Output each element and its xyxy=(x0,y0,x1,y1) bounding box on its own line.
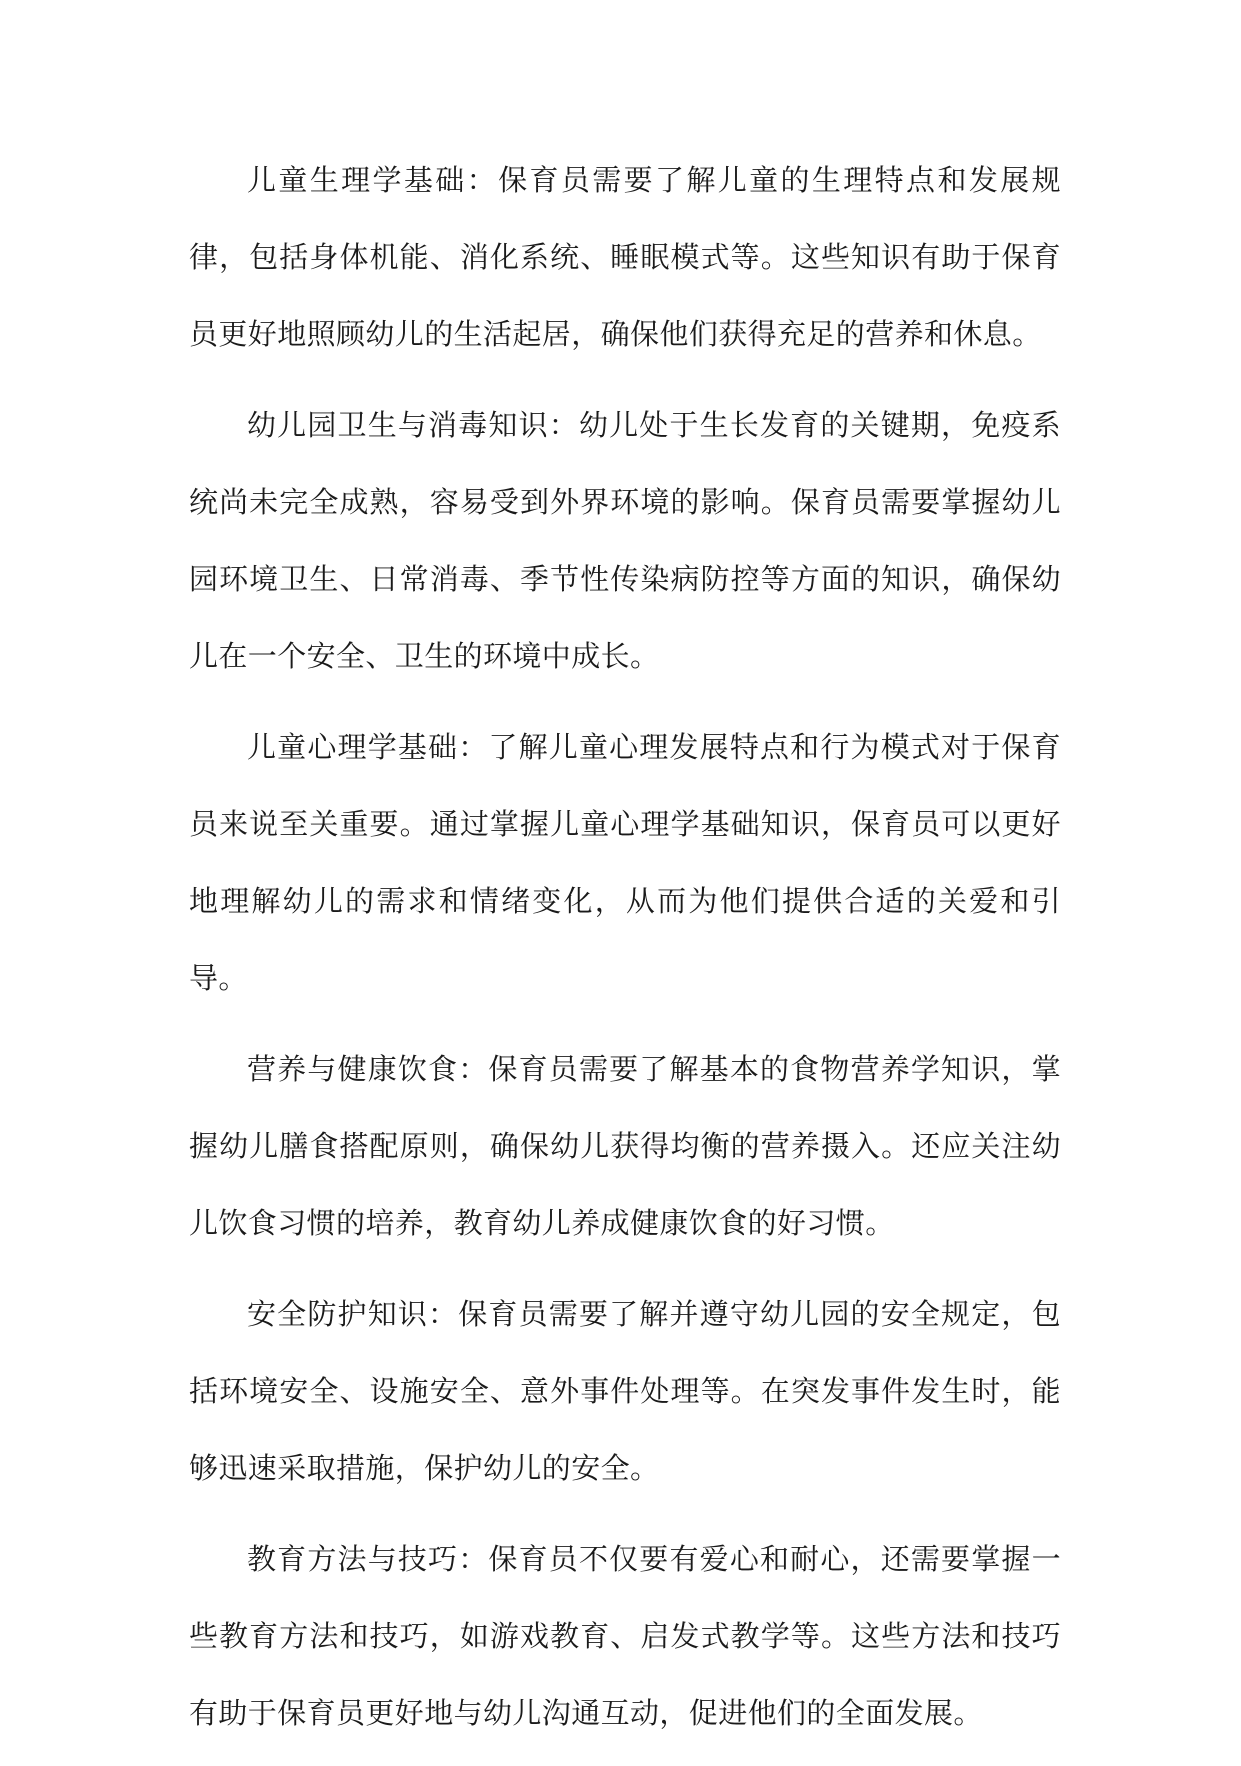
paragraph-safety-protection: 安全防护知识：保育员需要了解并遵守幼儿园的安全规定，包括环境安全、设施安全、意外事件处理等。在突发事件发生时，能够迅速采取措施，保护幼儿的安全。 xyxy=(189,1297,1061,1485)
paragraph-child-psychology: 儿童心理学基础：了解儿童心理发展特点和行为模式对于保育员来说至关重要。通过掌握儿童心理学基础知识，保育员可以更好地理解幼儿的需求和情绪变化，从而为他们提供合适的关爱和引导。 xyxy=(189,730,1061,995)
document-body xyxy=(189,142,1061,1766)
paragraph-education-methods: 教育方法与技巧：保育员不仅要有爱心和耐心，还需要掌握一些教育方法和技巧，如游戏教育、启发式教学等。这些方法和技巧有助于保育员更好地与幼儿沟通互动，促进他们的全面发展。 xyxy=(189,1542,1061,1730)
paragraph-nutrition-diet: 营养与健康饮食：保育员需要了解基本的食物营养学知识，掌握幼儿膳食搭配原则，确保幼儿获得均衡的营养摄入。还应关注幼儿饮食习惯的培养，教育幼儿养成健康饮食的好习惯。 xyxy=(189,1052,1061,1240)
paragraph-child-physiology: 儿童生理学基础：保育员需要了解儿童的生理特点和发展规律，包括身体机能、消化系统、睡眠模式等。这些知识有助于保育员更好地照顾幼儿的生活起居，确保他们获得充足的营养和休息。 xyxy=(189,163,1061,351)
paragraph-hygiene-disinfection: 幼儿园卫生与消毒知识：幼儿处于生长发育的关键期，免疫系统尚未完全成熟，容易受到外界环境的影响。保育员需要掌握幼儿园环境卫生、日常消毒、季节性传染病防控等方面的知识，确保幼儿在一个安全、卫生的环境中成长。 xyxy=(189,408,1061,673)
